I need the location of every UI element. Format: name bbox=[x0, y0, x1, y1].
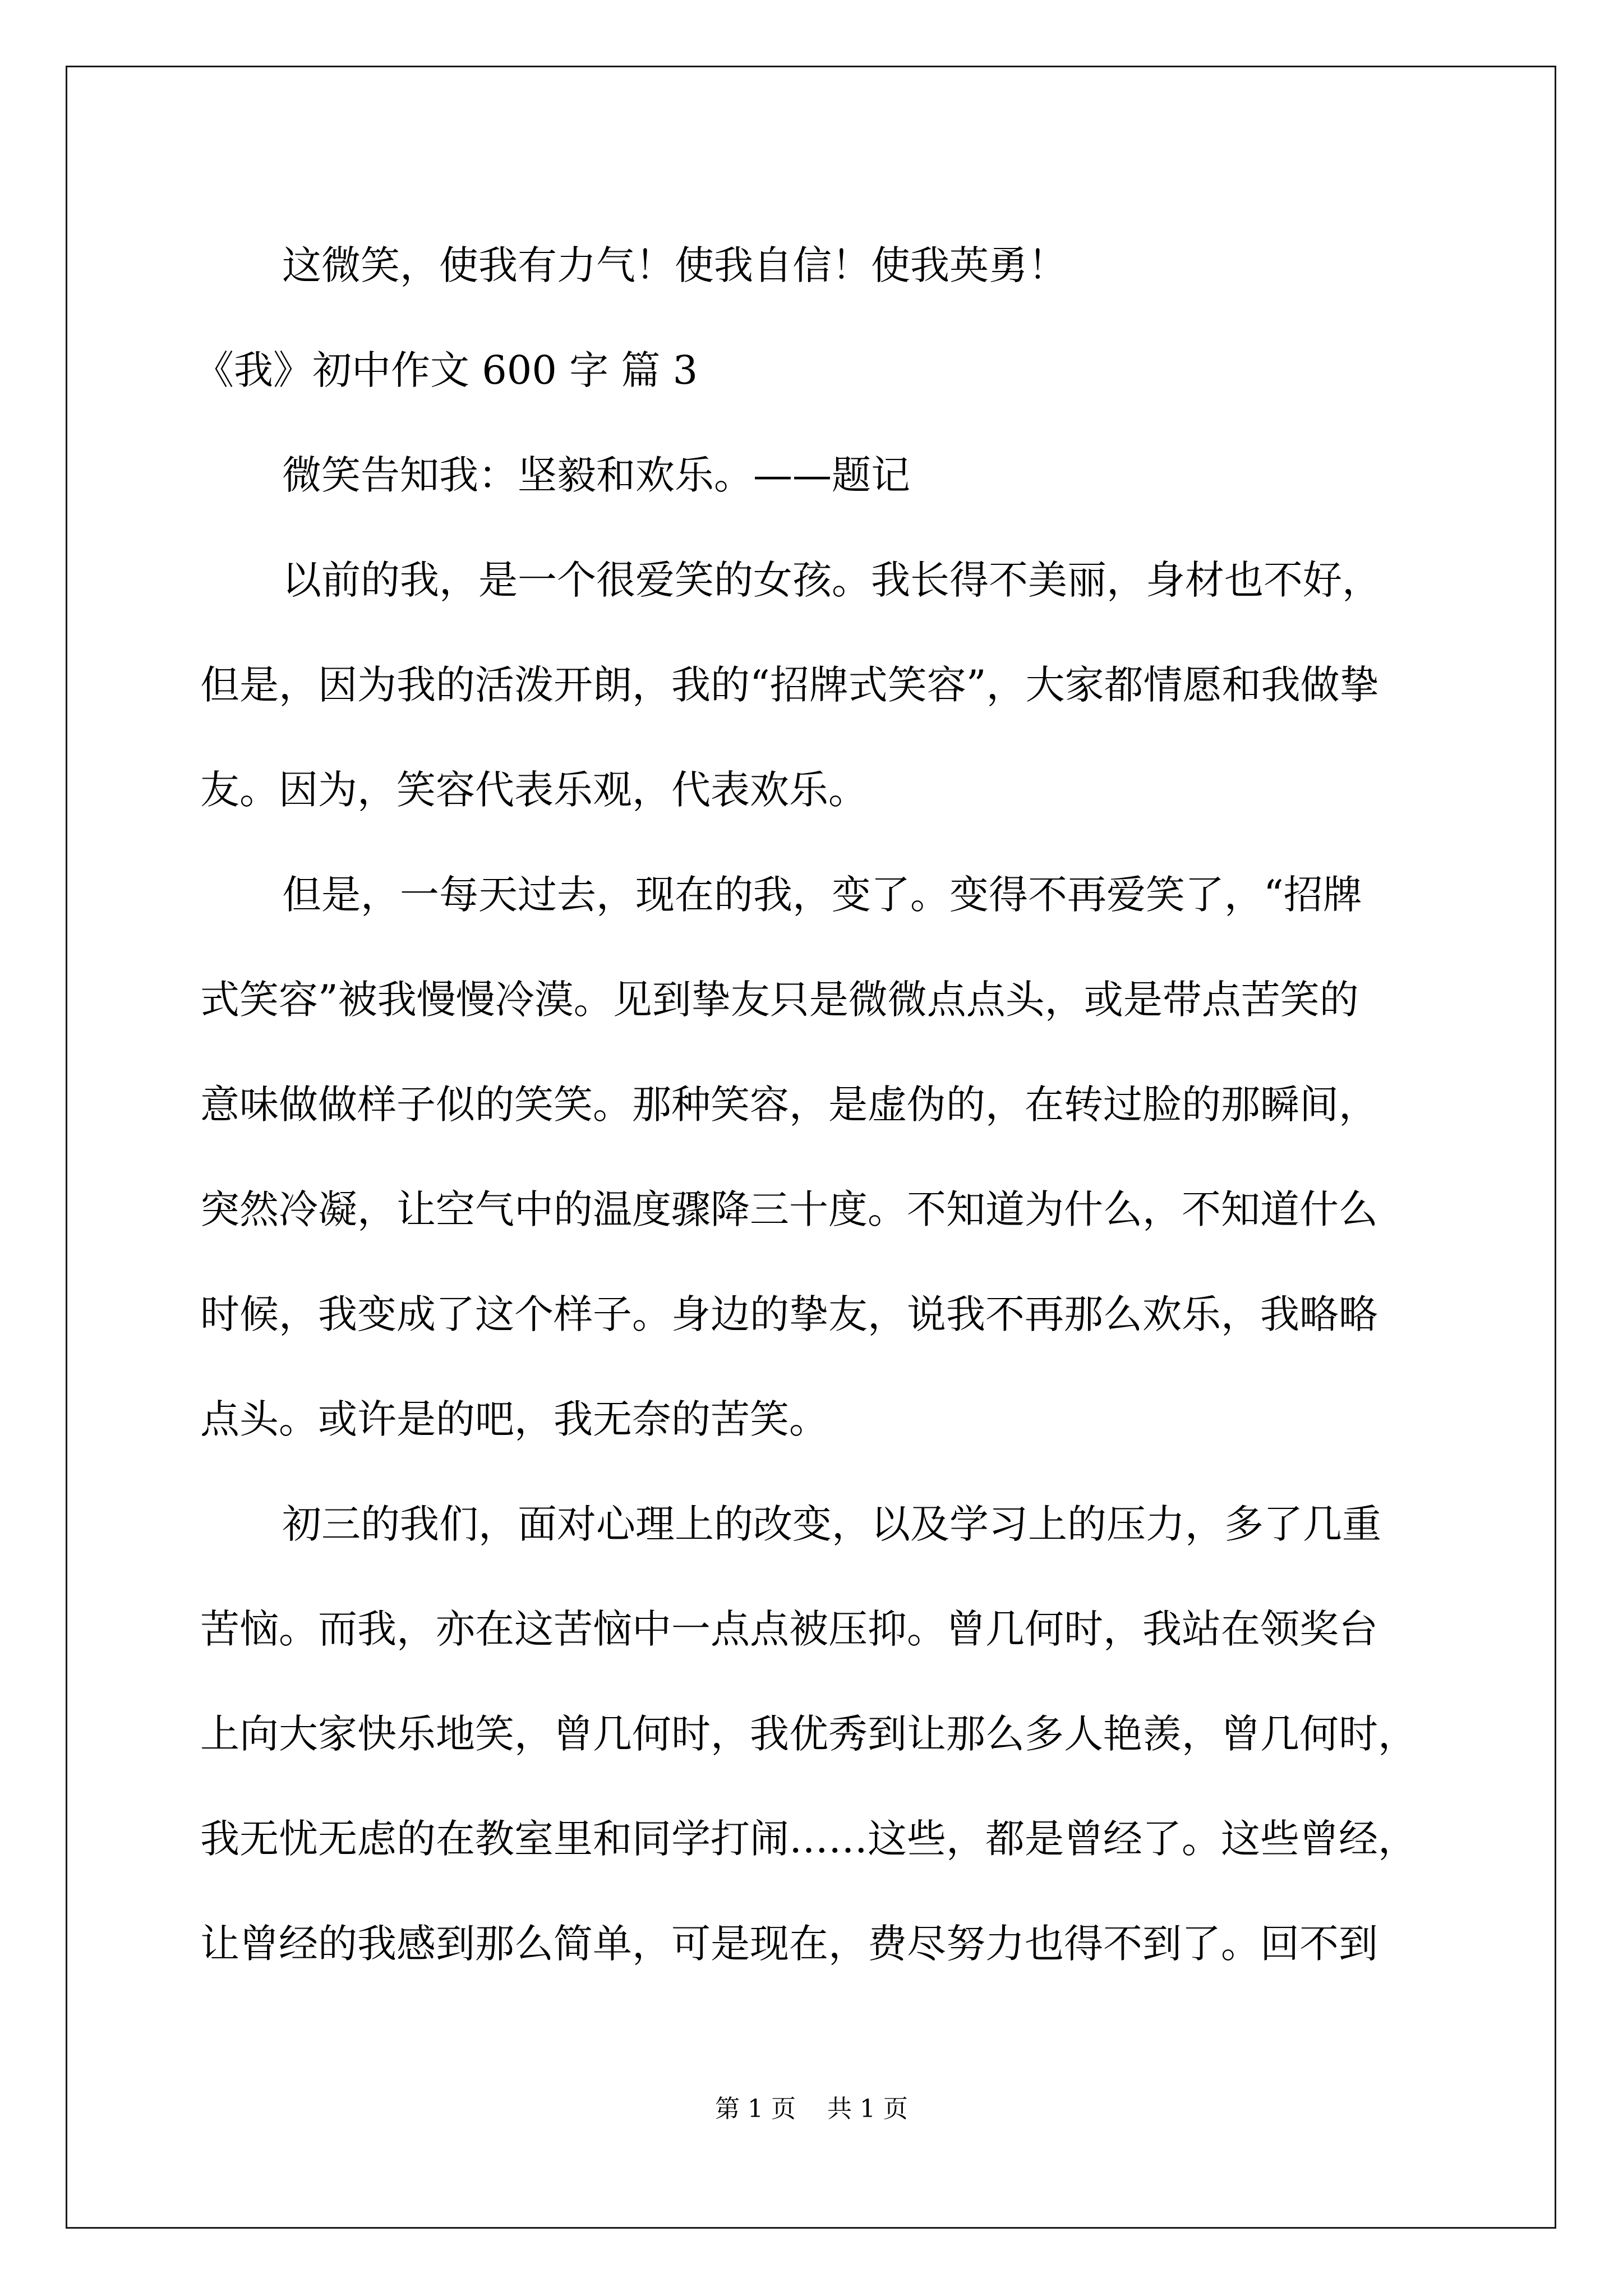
text-line: 点头。或许是的吧，我无奈的苦笑。 bbox=[200, 1396, 828, 1442]
text-line: 但是，一每天过去，现在的我，变了。变得不再爱笑了，“招牌 bbox=[282, 872, 1362, 918]
document-body bbox=[195, 213, 1428, 1996]
text-line: 友。因为，笑容代表乐观，代表欢乐。 bbox=[200, 767, 868, 813]
text-line: 苦恼。而我，亦在这苦恼中一点点被压抑。曾几何时，我站在领奖台 bbox=[200, 1606, 1378, 1652]
text-line: 时候，我变成了这个样子。身边的挚友，说我不再那么欢乐，我略略 bbox=[200, 1291, 1378, 1337]
text-line: 微笑告知我：坚毅和欢乐。——题记 bbox=[282, 452, 910, 498]
text-line: 突然冷凝，让空气中的温度骤降三十度。不知道为什么，不知道什么 bbox=[200, 1186, 1378, 1232]
text-line: 这微笑，使我有力气！使我自信！使我英勇！ bbox=[282, 242, 1067, 288]
text-line: 式笑容”被我慢慢冷漠。见到挚友只是微微点点头，或是带点苦笑的 bbox=[200, 977, 1359, 1023]
text-line: 让曾经的我感到那么简单，可是现在，费尽努力也得不到了。回不到 bbox=[200, 1921, 1378, 1967]
section-heading: 《我》初中作文 600 字 篇 3 bbox=[195, 347, 698, 393]
text-line: 但是，因为我的活泼开朗，我的“招牌式笑容”，大家都情愿和我做挚 bbox=[200, 662, 1379, 708]
text-line: 以前的我，是一个很爱笑的女孩。我长得不美丽，身材也不好， bbox=[282, 557, 1381, 603]
text-line: 初三的我们，面对心理上的改变，以及学习上的压力，多了几重 bbox=[282, 1501, 1381, 1547]
page-number-footer: 第 1 页 共 1 页 bbox=[715, 2095, 908, 2123]
text-line: 意味做做样子似的笑笑。那种笑容，是虚伪的，在转过脸的那瞬间， bbox=[200, 1082, 1378, 1128]
text-line: 上向大家快乐地笑，曾几何时，我优秀到让那么多人艳羡，曾几何时， bbox=[200, 1711, 1417, 1757]
text-line: 我无忧无虑的在教室里和同学打闹……这些，都是曾经了。这些曾经， bbox=[200, 1816, 1417, 1862]
